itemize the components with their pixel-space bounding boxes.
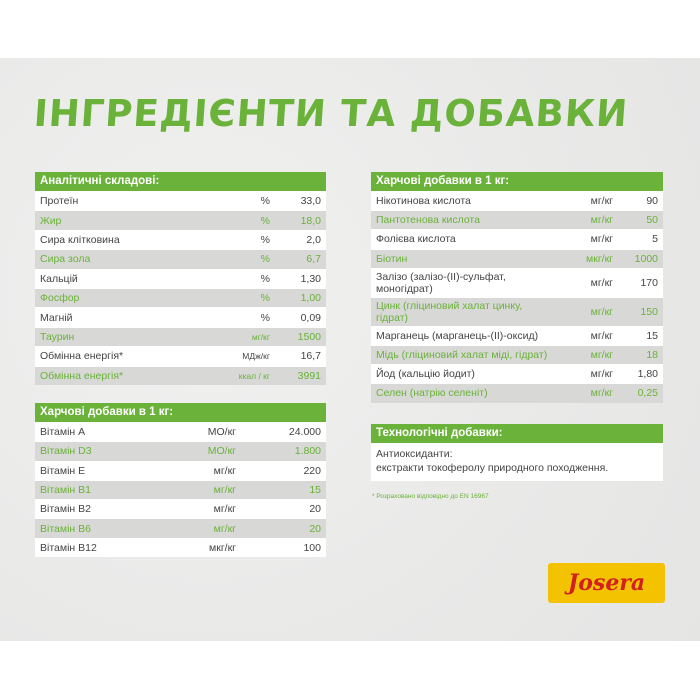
row-value: 90 [646, 195, 658, 208]
table-row [35, 499, 326, 518]
technological-line-1: Антиоксиданти: [376, 448, 453, 460]
table-row [371, 268, 663, 297]
row-name: Сира зола [40, 253, 91, 266]
row-unit: мг/кг [251, 331, 270, 342]
analytical-table [35, 172, 326, 385]
logo-text: Josera [567, 570, 646, 596]
row-value: 15 [309, 484, 321, 497]
row-name: Пантотенова кислота [376, 214, 480, 227]
row-name: Вітамін В6 [40, 522, 91, 535]
row-value: 24.000 [288, 426, 321, 439]
row-name: Сира клітковина [40, 233, 120, 246]
row-name: Вітамін В1 [40, 484, 91, 497]
row-unit: мг/кг [213, 484, 236, 497]
row-unit: мг/кг [213, 522, 236, 535]
row-value: 0,25 [637, 387, 658, 400]
row-value: 18 [646, 349, 658, 362]
technological-line-2: екстракти токоферолу природного походження. [376, 462, 609, 474]
row-unit: % [260, 195, 270, 208]
row-name: Обмінна енергія* [40, 369, 124, 382]
row-unit: мг/кг [213, 464, 236, 477]
row-unit: мг/кг [213, 503, 236, 516]
row-value: 1,30 [300, 272, 321, 285]
table-row [35, 538, 326, 557]
technological-body [371, 443, 663, 481]
row-name: Селен (натрію селеніт) [376, 387, 488, 400]
technological-header: Технологічні добавки: [371, 424, 663, 443]
row-value: 16,7 [300, 350, 321, 363]
row-value: 20 [309, 522, 321, 535]
row-value: 15 [646, 329, 658, 342]
row-value: 5 [652, 233, 658, 246]
table-row [35, 307, 326, 326]
row-unit: мкг/кг [586, 252, 613, 265]
row-unit: МДж/кг [242, 351, 270, 362]
table-row [35, 366, 326, 385]
table-row [371, 210, 663, 229]
row-value: 1,00 [300, 292, 321, 305]
page-title: ІНГРЕДІЄНТИ ТА ДОБАВКИ [32, 92, 630, 135]
row-value: 1,80 [637, 368, 658, 381]
row-name: Жир [40, 214, 62, 227]
table-row [35, 461, 326, 480]
table-row [371, 249, 663, 268]
row-value: 50 [646, 214, 658, 227]
row-name: Протеїн [40, 195, 79, 208]
row-name: Обмінна енергія* [40, 350, 124, 363]
row-unit: мг/кг [590, 276, 613, 289]
row-name: Вітамін В12 [40, 541, 97, 554]
table-row [35, 327, 326, 346]
row-name: Вітамін Е [40, 464, 86, 477]
table-row [35, 518, 326, 537]
table-row [35, 480, 326, 499]
row-value: 150 [640, 305, 658, 318]
row-unit: мг/кг [590, 387, 613, 400]
row-name: Цинк (гліциновий халат цинку, гідрат) [376, 299, 523, 324]
row-unit: МО/кг [207, 426, 236, 439]
table-row [35, 346, 326, 365]
row-unit: МО/кг [207, 445, 236, 458]
row-value: 20 [309, 503, 321, 516]
row-value: 1500 [297, 330, 321, 343]
row-unit: мг/кг [590, 214, 613, 227]
row-unit: мкг/кг [209, 541, 236, 554]
row-unit: мг/кг [590, 329, 613, 342]
row-unit: % [260, 233, 270, 246]
row-name: Мідь (гліциновий халат міді, гідрат) [376, 349, 548, 362]
table-row [35, 269, 326, 288]
row-name: Біотин [376, 252, 408, 265]
table-row [35, 230, 326, 249]
row-value: 18,0 [300, 214, 321, 227]
row-value: 1000 [634, 252, 658, 265]
table-row [371, 229, 663, 248]
row-name: Кальцій [40, 272, 78, 285]
table-row [35, 288, 326, 307]
row-value: 2,0 [306, 233, 321, 246]
vitamins-header: Харчові добавки в 1 кг: [35, 403, 326, 422]
row-value: 3991 [297, 369, 321, 382]
row-value: 0,09 [300, 311, 321, 324]
row-name: Таурин [40, 330, 75, 343]
row-value: 1.800 [294, 445, 321, 458]
row-value: 100 [303, 541, 321, 554]
row-value: 33,0 [300, 195, 321, 208]
row-name: Фолієва кислота [376, 233, 456, 246]
vitamins-table [35, 403, 326, 557]
row-name: Марганець (марганець-(II)-оксид) [376, 329, 539, 342]
row-value: 170 [640, 276, 658, 289]
table-row [35, 441, 326, 460]
table-row [371, 364, 663, 383]
additives-header: Харчові добавки в 1 кг: [371, 172, 663, 191]
row-unit: мг/кг [590, 305, 613, 318]
row-unit: мг/кг [590, 195, 613, 208]
footnote: * Розраховано відповідно до EN 16967 [372, 493, 489, 500]
table-row [35, 191, 326, 210]
row-name: Магній [40, 311, 73, 324]
additives-table [371, 172, 663, 403]
table-row [35, 210, 326, 229]
row-unit: % [260, 311, 270, 324]
table-row [371, 326, 663, 345]
row-name: Вітамін А [40, 426, 86, 439]
row-name: Вітамін В2 [40, 503, 91, 516]
table-row [371, 297, 663, 326]
analytical-header: Аналітичні складові: [35, 172, 326, 191]
row-unit: % [260, 214, 270, 227]
technological-table [371, 424, 663, 481]
table-row [371, 383, 663, 402]
row-unit: % [260, 272, 270, 285]
row-unit: % [260, 253, 270, 266]
row-unit: % [260, 292, 270, 305]
row-value: 6,7 [306, 253, 321, 266]
row-unit: мг/кг [590, 349, 613, 362]
table-row [35, 422, 326, 441]
row-unit: мг/кг [590, 368, 613, 381]
table-row [371, 191, 663, 210]
row-unit: мг/кг [590, 233, 613, 246]
row-name: Нікотинова кислота [376, 195, 471, 208]
josera-logo [548, 563, 665, 603]
row-value: 220 [303, 464, 321, 477]
row-unit: ккал / кг [238, 370, 270, 381]
row-name: Вітамін D3 [40, 445, 92, 458]
table-row [35, 249, 326, 268]
row-name: Залізо (залізо-(II)-сульфат, моногідрат) [376, 270, 506, 295]
table-row [371, 345, 663, 364]
row-name: Фосфор [40, 292, 80, 305]
row-name: Йод (кальцію йодит) [376, 368, 475, 381]
